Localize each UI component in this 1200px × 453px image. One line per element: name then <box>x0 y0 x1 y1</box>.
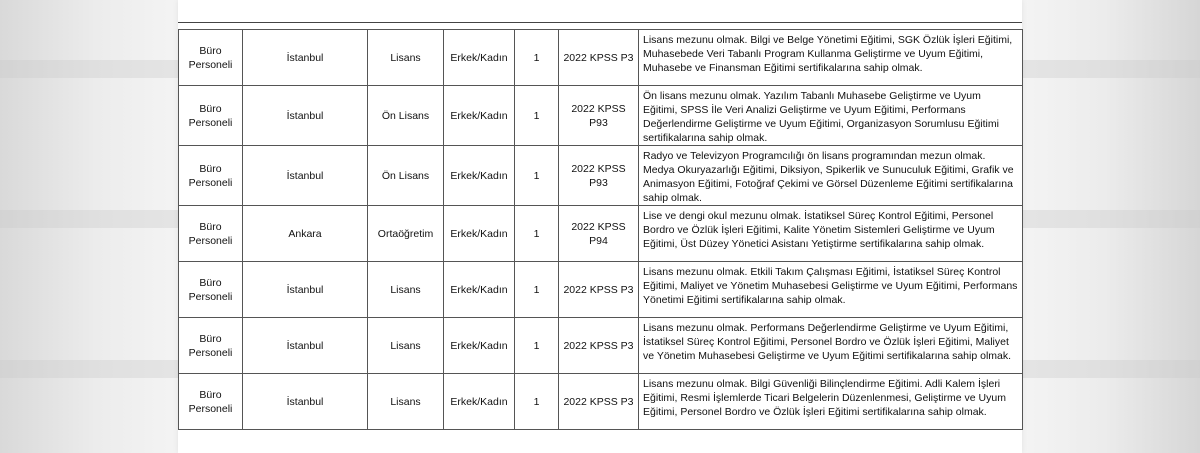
score-type-cell: 2022 KPSS P3 <box>559 318 639 374</box>
position-cell: Büro Personeli <box>179 318 243 374</box>
score-type-cell: 2022 KPSS P93 <box>559 86 639 146</box>
gender-cell: Erkek/Kadın <box>444 374 515 430</box>
education-cell: Ön Lisans <box>368 86 444 146</box>
score-type-cell: 2022 KPSS P93 <box>559 146 639 206</box>
city-cell: Ankara <box>243 206 368 262</box>
education-cell: Ön Lisans <box>368 146 444 206</box>
count-cell: 1 <box>515 86 559 146</box>
count-cell: 1 <box>515 318 559 374</box>
score-type-cell: 2022 KPSS P94 <box>559 206 639 262</box>
requirements-cell: Lisans mezunu olmak. Etkili Takım Çalışması Eğitimi, İstatiksel Süreç Kontrol Eğitimi, Maliyet ve Yönetim Muhasebesi Geliştirme ve Uyum Eğitimi, Performans Yönetimi Eğitimi sertifikalarına sahip olmak. <box>639 262 1023 318</box>
count-cell: 1 <box>515 262 559 318</box>
count-cell: 1 <box>515 146 559 206</box>
gender-cell: Erkek/Kadın <box>444 262 515 318</box>
top-rule <box>178 22 1022 23</box>
position-cell: Büro Personeli <box>179 146 243 206</box>
position-cell: Büro Personeli <box>179 206 243 262</box>
gender-cell: Erkek/Kadın <box>444 86 515 146</box>
score-type-cell: 2022 KPSS P3 <box>559 30 639 86</box>
city-cell: İstanbul <box>243 262 368 318</box>
position-cell: Büro Personeli <box>179 262 243 318</box>
education-cell: Lisans <box>368 262 444 318</box>
table-row <box>179 86 1023 146</box>
gender-cell: Erkek/Kadın <box>444 318 515 374</box>
count-cell: 1 <box>515 374 559 430</box>
count-cell: 1 <box>515 30 559 86</box>
table-row <box>179 206 1023 262</box>
city-cell: İstanbul <box>243 146 368 206</box>
education-cell: Ortaöğretim <box>368 206 444 262</box>
education-cell: Lisans <box>368 318 444 374</box>
requirements-cell: Lisans mezunu olmak. Performans Değerlendirme Geliştirme ve Uyum Eğitimi, İstatiksel Süreç Kontrol Eğitimi, Personel Bordro ve Özlük İşleri Eğitimi, Maliyet ve Yönetim Muhasebesi Geliştirme ve Uyum Eğitimi sertifikalarına sahip olmak. <box>639 318 1023 374</box>
table-row <box>179 374 1023 430</box>
requirements-cell: Lise ve dengi okul mezunu olmak. İstatiksel Süreç Kontrol Eğitimi, Personel Bordro ve Özlük İşleri Eğitimi, Kalite Yönetim Sistemleri Geliştirme ve Uyum Eğitimi, Üst Düzey Yönetici Asistanı Yetiştirme sertifikalarına sahip olmak. <box>639 206 1023 262</box>
education-cell: Lisans <box>368 30 444 86</box>
requirements-cell: Radyo ve Televizyon Programcılığı ön lisans programından mezun olmak. Medya Okuryazarlığı Eğitimi, Diksiyon, Spikerlik ve Sunuculuk Eğitimi, Grafik ve Animasyon Eğitimi, Fotoğraf Çekimi ve Görsel Düzenleme Eğitimi sertifikalarına sahip olmak. <box>639 146 1023 206</box>
score-type-cell: 2022 KPSS P3 <box>559 374 639 430</box>
table-row <box>179 262 1023 318</box>
requirements-cell: Lisans mezunu olmak. Bilgi Güvenliği Bilinçlendirme Eğitimi. Adli Kalem İşleri Eğitimi, Resmi İşlemlerde Ticari Belgelerin Düzenlenmesi, Geliştirme ve Uyum Eğitimi, Personel Bordro ve Özlük İşleri Eğitimi sertifikalarına sahip olmak. <box>639 374 1023 430</box>
city-cell: İstanbul <box>243 374 368 430</box>
city-cell: İstanbul <box>243 86 368 146</box>
table-row <box>179 146 1023 206</box>
city-cell: İstanbul <box>243 30 368 86</box>
count-cell: 1 <box>515 206 559 262</box>
position-cell: Büro Personeli <box>179 374 243 430</box>
gender-cell: Erkek/Kadın <box>444 206 515 262</box>
city-cell: İstanbul <box>243 318 368 374</box>
position-cell: Büro Personeli <box>179 30 243 86</box>
table-row <box>179 318 1023 374</box>
gender-cell: Erkek/Kadın <box>444 146 515 206</box>
table-row <box>179 30 1023 86</box>
requirements-cell: Lisans mezunu olmak. Bilgi ve Belge Yönetimi Eğitimi, SGK Özlük İşleri Eğitimi, Muhasebede Veri Tabanlı Program Kullanma Geliştirme ve Uyum Eğitimi, Muhasebe ve Finansman Eğitimi sertifikalarına sahip olmak. <box>639 30 1023 86</box>
gender-cell: Erkek/Kadın <box>444 30 515 86</box>
position-cell: Büro Personeli <box>179 86 243 146</box>
education-cell: Lisans <box>368 374 444 430</box>
score-type-cell: 2022 KPSS P3 <box>559 262 639 318</box>
positions-table <box>178 29 1023 430</box>
requirements-cell: Ön lisans mezunu olmak. Yazılım Tabanlı Muhasebe Geliştirme ve Uyum Eğitimi, SPSS İle Veri Analizi Geliştirme ve Uyum Eğitimi, Performans Değerlendirme Geliştirme ve Uyum Eğitimi, Organizasyon Sorumlusu Eğitimi sertifikalarına sahip olmak. <box>639 86 1023 146</box>
